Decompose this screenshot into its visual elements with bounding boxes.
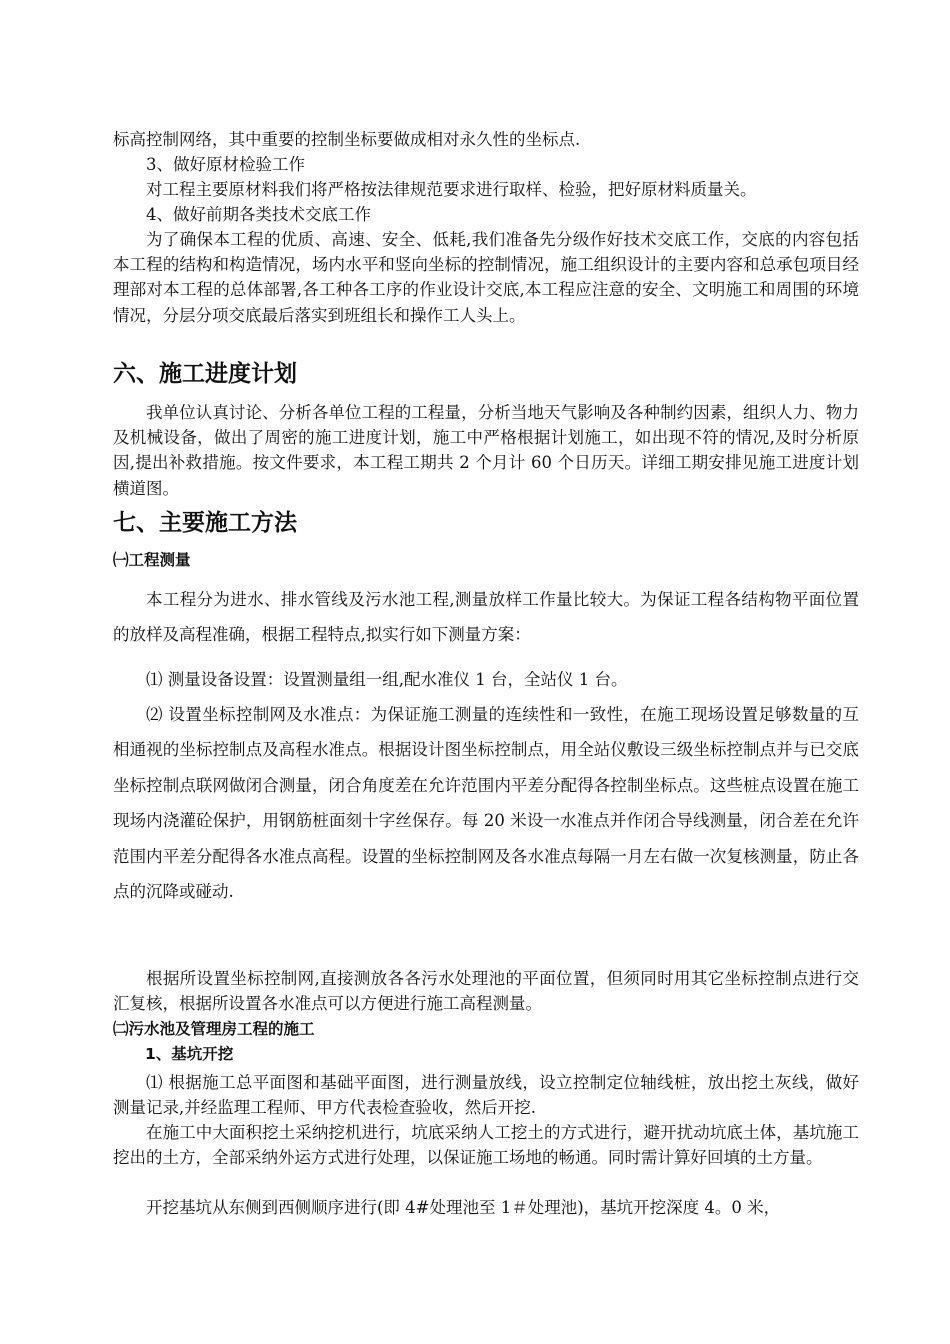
- paragraph-layout-check: 根据所设置坐标控制网,直接测放各各污水处理池的平面位置，但须同时用其它坐标控制点进行交汇复核，根据所设置各水准点可以方便进行施工高程测量。: [113, 969, 859, 1014]
- paragraph-material-quality: 对工程主要原材料我们将严格按法律规范要求进行取样、检验，把好原材料质量关。: [146, 180, 757, 199]
- subheading-tank-construction: ㈡污水池及管理房工程的施工: [113, 1020, 315, 1038]
- paragraph-technical-briefing: 为了确保本工程的优质、高速、安全、低耗,我们准备先分级作好技术交底工作，交底的内容包括本工程的结构和构造情况，场内水平和竖向坐标的控制情况，施工组织设计的主要内容和总承包项目经理部对本工程的总体部署,各工种各工序的作业设计交底,本工程应注意的安全、文明施工和周围的环境情况，分层分项交底最后落实到班组长和操作工人头上。: [113, 230, 859, 325]
- paragraph-survey-intro: 本工程分为进水、排水管线及污水池工程,测量放样工作量比较大。为保证工程各结构物平面位置的放样及高程准确，根据工程特点,拟实行如下测量方案：: [113, 590, 859, 645]
- paragraph-excavation-layout: ⑴ 根据施工总平面图和基础平面图，进行测量放线，设立控制定位轴线桩，放出挖土灰线，做好测量记录,并经监理工程师、甲方代表检查验收，然后开挖.: [113, 1073, 859, 1118]
- paragraph-control-network: 标高控制网络，其中重要的控制坐标要做成相对永久性的坐标点.: [113, 130, 581, 149]
- item-4-technical-briefing: 4、做好前期各类技术交底工作: [146, 205, 371, 224]
- subheading-surveying: ㈠工程测量: [113, 551, 191, 569]
- paragraph-survey-equipment: ⑴ 测量设备设置：设置测量组一组,配水准仪 1 台，全站仪 1 台。: [146, 670, 628, 689]
- paragraph-excavation-sequence: 开挖基坑从东侧到西侧顺序进行(即 4#处理池至 1＃处理池)，基坑开挖深度 4。0 米，: [146, 1198, 781, 1217]
- section-heading-methods: 七、主要施工方法: [113, 510, 297, 536]
- paragraph-control-points: ⑵ 设置坐标控制网及水准点：为保证施工测量的连续性和一致性，在施工现场设置足够数量的互相通视的坐标控制点及高程水准点。根据设计图坐标控制点，用全站仪敷设三级坐标控制点并与已交底坐标控制点联网做闭合测量，闭合角度差在允许范围内平差分配得各控制坐标点。这些桩点设置在施工现场内浇灌砼保护，用钢筋桩面刻十字丝保存。每 20 米设一水准点并作闭合导线测量，闭合差在允许范围内平差分配得各水准点高程。设置的坐标控制网及各水准点每隔一月左右做一次复核测量，防止各点的沉降或碰动.: [113, 705, 859, 902]
- section-heading-schedule: 六、施工进度计划: [113, 361, 297, 387]
- subheading-excavation: 1、基坑开挖: [145, 1045, 234, 1063]
- paragraph-excavation-method: 在施工中大面积挖土采纳挖机进行，坑底采纳人工挖土的方式进行，避开扰动坑底土体，基坑施工挖出的土方，全部采纳外运方式进行处理，以保证施工场地的畅通。同时需计算好回填的土方量。: [113, 1123, 859, 1168]
- item-3-material-inspection: 3、做好原材检验工作: [146, 155, 305, 174]
- paragraph-schedule: 我单位认真讨论、分析各单位工程的工程量，分析当地天气影响及各种制约因素，组织人力、物力及机械设备，做出了周密的施工进度计划，施工中严格根据计划施工，如出现不符的情况,及时分析原因,提出补救措施。按文件要求，本工程工期共 2 个月计 60 个日历天。详细工期安排见施工进度计划横道图。: [113, 403, 859, 498]
